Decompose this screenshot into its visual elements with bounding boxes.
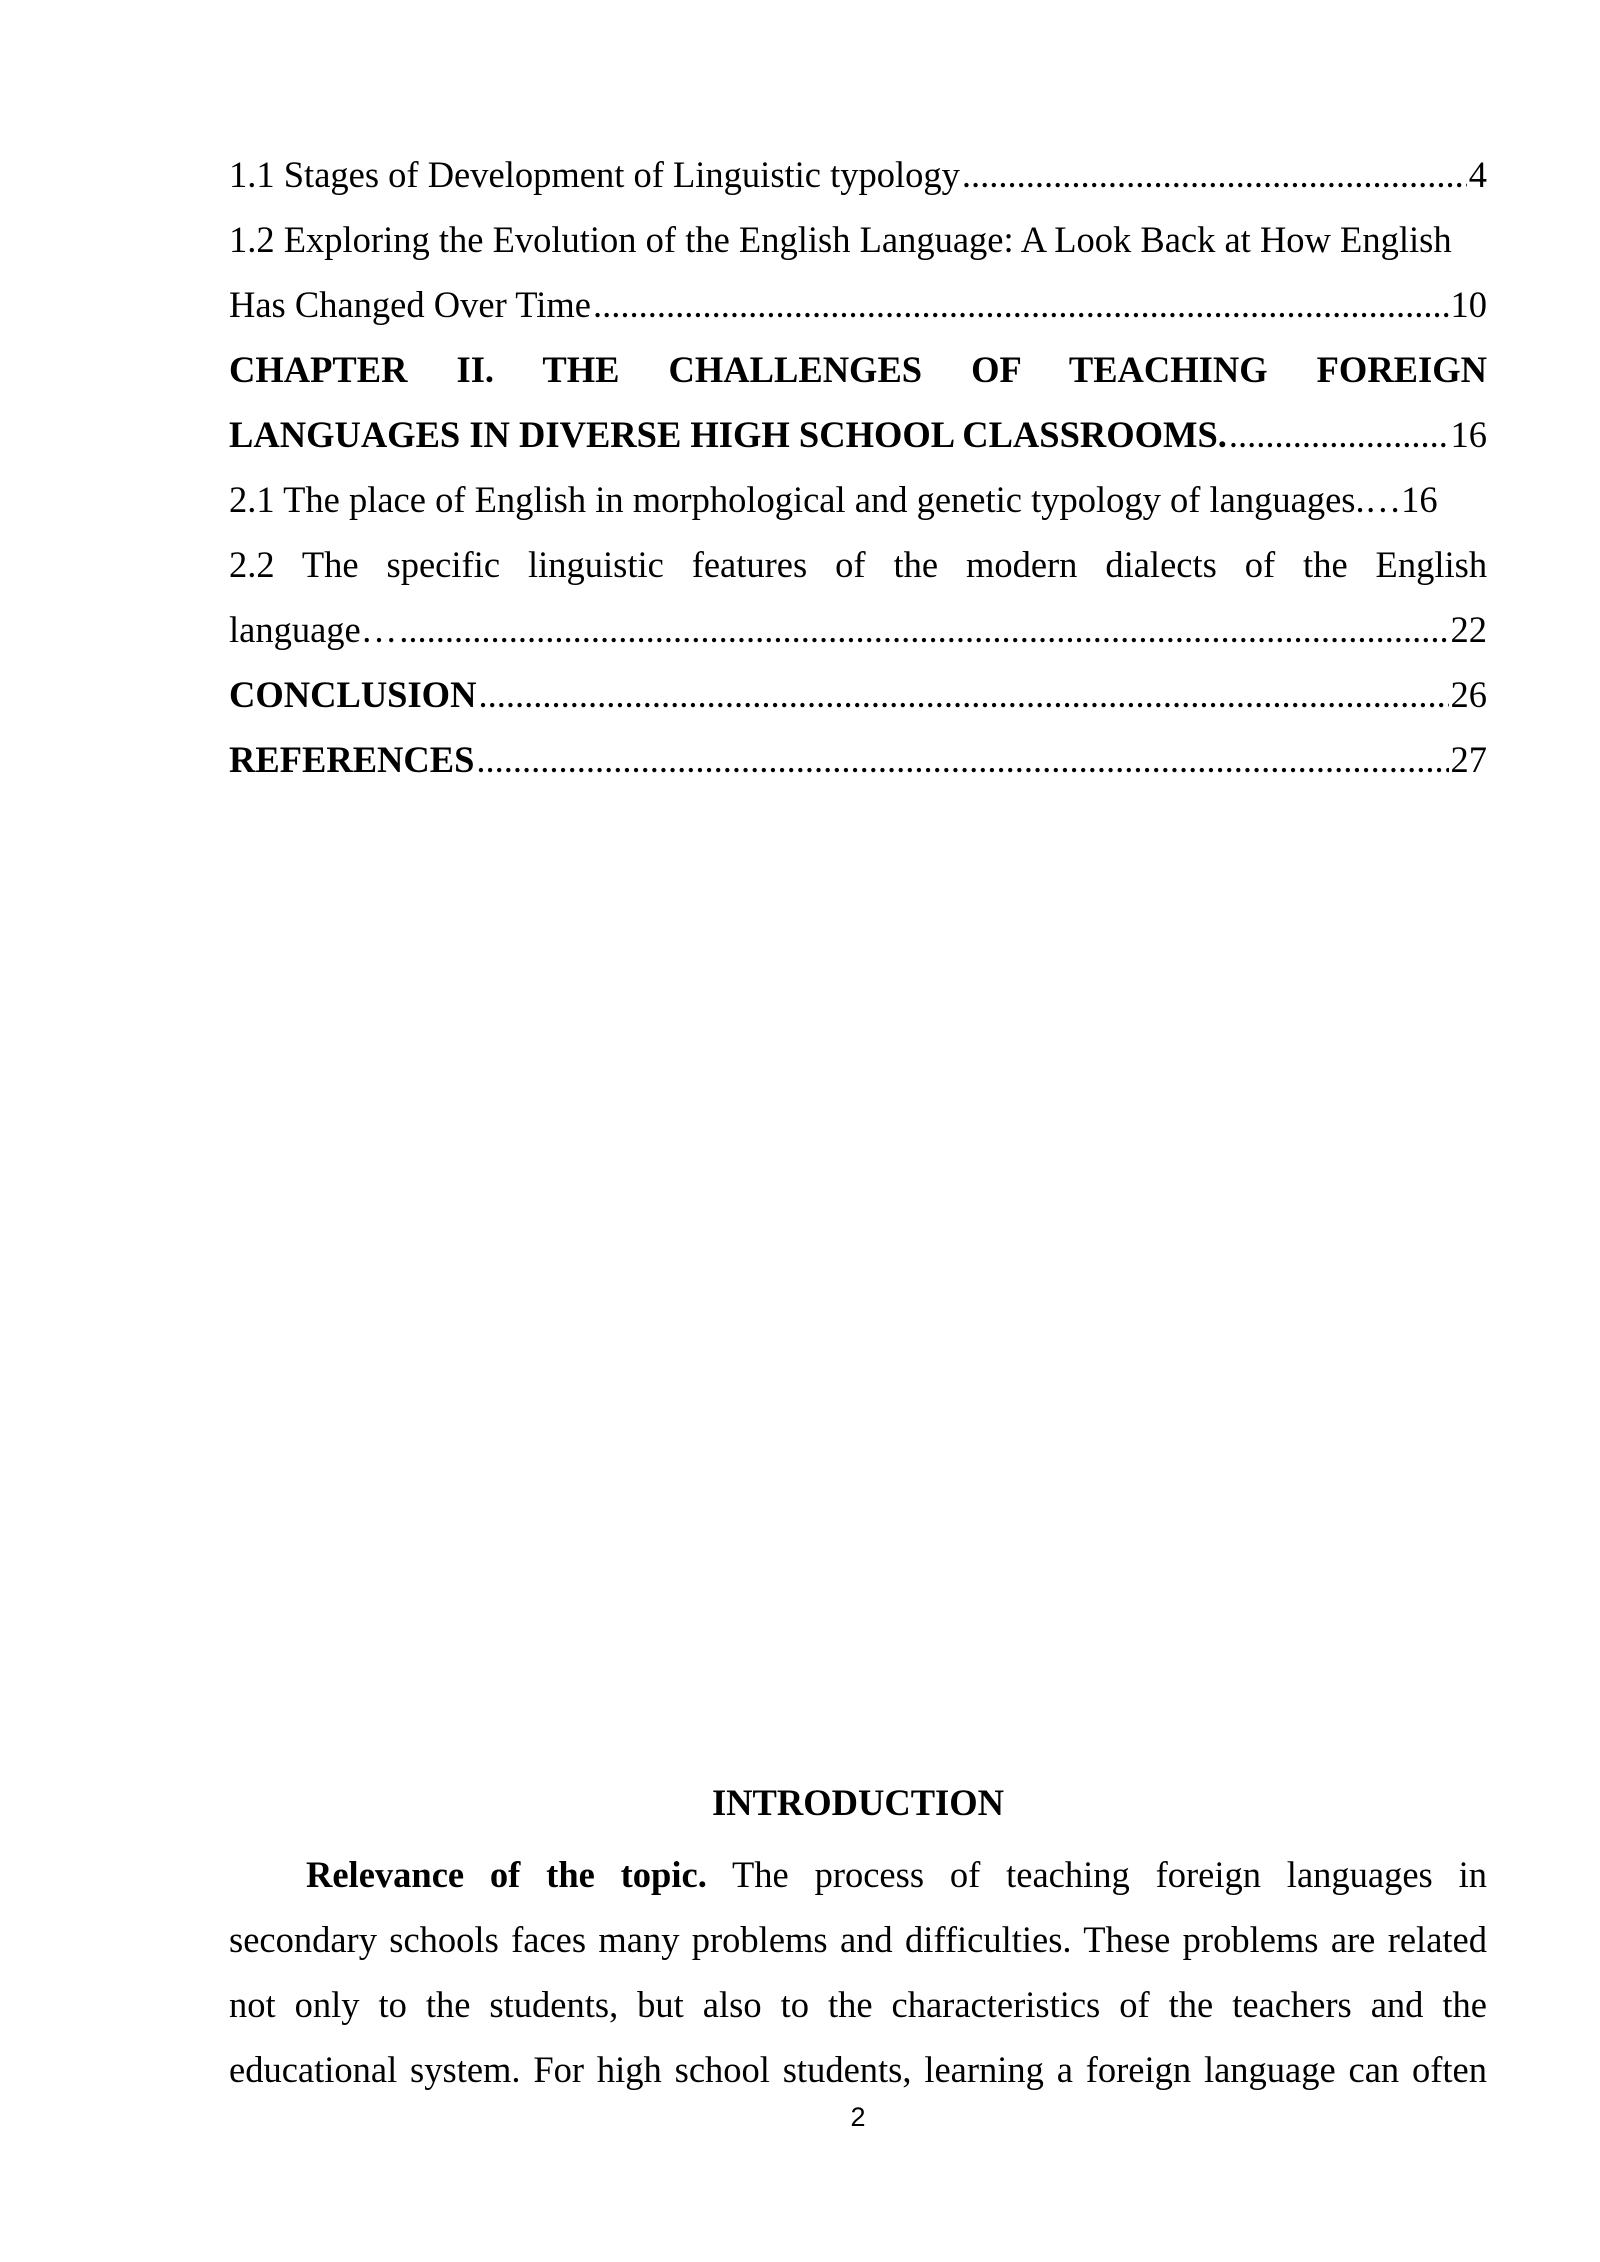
toc-leader-dots [476, 727, 1448, 792]
toc-chapter-2-line1[interactable] [229, 337, 1487, 402]
introduction-section [229, 1778, 1487, 2102]
toc-page-number: 26 [1450, 674, 1487, 715]
toc-word: The [301, 544, 359, 585]
toc-entry-title-continued: Has Changed Over Time [229, 284, 591, 325]
toc-word: features [691, 544, 808, 585]
toc-entry-title-continued: language… [229, 609, 398, 650]
introduction-heading: INTRODUCTION [711, 1782, 1005, 1823]
paragraph-line [229, 1842, 1487, 1907]
toc-word: CHALLENGES [668, 349, 923, 390]
paragraph-line: secondary schools faces many problems and difficulties. These problems are related [229, 1919, 1487, 1960]
toc-word: CHAPTER [229, 349, 408, 390]
toc-word: the [1303, 544, 1348, 585]
toc-entry-2-2-line2[interactable] [229, 597, 1487, 662]
table-of-contents [229, 142, 1487, 792]
toc-page-number: 4 [1468, 154, 1487, 195]
toc-leader-dots [962, 142, 1467, 207]
toc-word: 2.2 [229, 544, 275, 585]
toc-word: English [1375, 544, 1488, 585]
toc-word: of [1244, 544, 1276, 585]
toc-word: dialects [1105, 544, 1217, 585]
toc-entry-title: REFERENCES [229, 739, 475, 780]
toc-word: II. [456, 349, 495, 390]
toc-page-number: 10 [1450, 284, 1487, 325]
toc-entry-1-1[interactable] [229, 142, 1487, 207]
toc-entry-title: 1.1 Stages of Development of Linguistic typology [229, 154, 960, 195]
toc-leader-dots [1229, 402, 1449, 467]
toc-leader-dots [478, 662, 1448, 727]
toc-word: TEACHING [1068, 349, 1268, 390]
toc-chapter-2-line2[interactable] [229, 402, 1487, 467]
toc-entry-1-2-line1[interactable] [229, 207, 1487, 272]
toc-entry-title: 1.2 Exploring the Evolution of the English Language: A Look Back at How English [229, 219, 1452, 260]
page-number: 2 [850, 2102, 866, 2132]
toc-word: specific [386, 544, 501, 585]
toc-entry-2-1[interactable] [229, 467, 1487, 532]
toc-word: OF [971, 349, 1021, 390]
toc-entry-title: CONCLUSION [229, 674, 477, 715]
relevance-lead: Relevance of the topic. [306, 1854, 707, 1895]
toc-page-number: 16 [1450, 414, 1487, 455]
toc-word: FOREIGN [1316, 349, 1487, 390]
paragraph-text: The process of teaching foreign languages in [732, 1854, 1487, 1895]
toc-page-number: 27 [1450, 739, 1487, 780]
toc-chapter-title-continued: LANGUAGES IN DIVERSE HIGH SCHOOL CLASSROOMS. [229, 414, 1227, 455]
toc-leader-dots [593, 272, 1449, 337]
paragraph-line: educational system. For high school students, learning a foreign language can often [229, 2049, 1487, 2090]
toc-word: of [835, 544, 866, 585]
toc-leader-dots [399, 597, 1448, 662]
paragraph-line: not only to the students, but also to the characteristics of the teachers and the [229, 1984, 1487, 2025]
toc-entry-conclusion[interactable] [229, 662, 1487, 727]
toc-word: the [893, 544, 939, 585]
toc-entry-title: 2.1 The place of English in morphological and genetic typology of languages.… [229, 479, 1402, 520]
toc-page-number: 16 [1401, 479, 1438, 520]
toc-entry-references[interactable] [229, 727, 1487, 792]
toc-entry-1-2-line2[interactable] [229, 272, 1487, 337]
toc-entry-2-2-line1[interactable] [229, 532, 1487, 597]
toc-page-number: 22 [1450, 609, 1487, 650]
toc-word: modern [965, 544, 1078, 585]
toc-word: linguistic [527, 544, 664, 585]
toc-word: THE [542, 349, 620, 390]
